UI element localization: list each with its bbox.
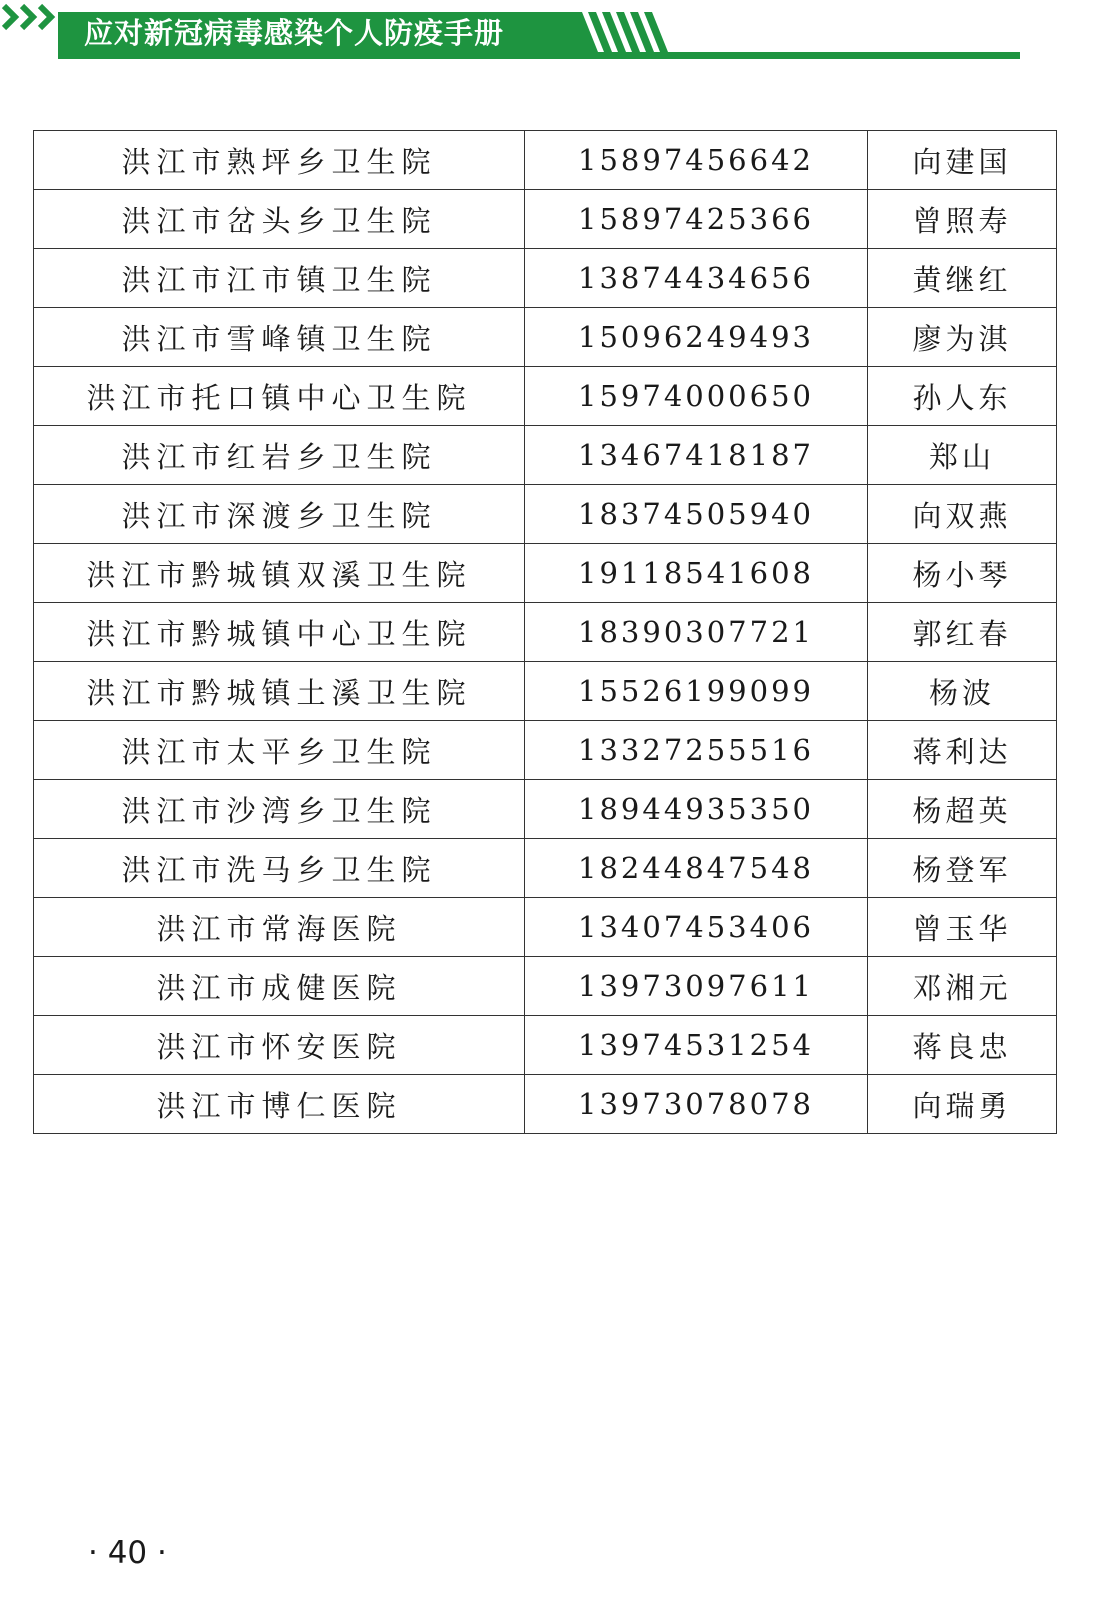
hospital-name-cell: 洪江市熟坪乡卫生院: [34, 131, 525, 190]
contact-person-cell: 向建国: [868, 131, 1057, 190]
contact-person-cell: 廖为淇: [868, 308, 1057, 367]
contact-person-cell: 杨小琴: [868, 544, 1057, 603]
phone-number-cell: 13974531254: [525, 1016, 868, 1075]
table-row: [34, 249, 1057, 308]
page-number: · 40 ·: [88, 1535, 167, 1571]
hospital-name-cell: 洪江市江市镇卫生院: [34, 249, 525, 308]
table-row: [34, 1075, 1057, 1134]
hospital-name-cell: 洪江市怀安医院: [34, 1016, 525, 1075]
contact-person-cell: 邓湘元: [868, 957, 1057, 1016]
table-row: [34, 957, 1057, 1016]
table-row: [34, 898, 1057, 957]
contact-person-cell: 郭红春: [868, 603, 1057, 662]
hospital-name-cell: 洪江市洗马乡卫生院: [34, 839, 525, 898]
hospital-name-cell: 洪江市太平乡卫生院: [34, 721, 525, 780]
hospital-name-cell: 洪江市成健医院: [34, 957, 525, 1016]
hospital-name-cell: 洪江市深渡乡卫生院: [34, 485, 525, 544]
hospital-name-cell: 洪江市雪峰镇卫生院: [34, 308, 525, 367]
phone-number-cell: 13467418187: [525, 426, 868, 485]
hospital-name-cell: 洪江市博仁医院: [34, 1075, 525, 1134]
contact-person-cell: 向双燕: [868, 485, 1057, 544]
hospital-name-cell: 洪江市沙湾乡卫生院: [34, 780, 525, 839]
table-row: [34, 190, 1057, 249]
hospital-name-cell: 洪江市红岩乡卫生院: [34, 426, 525, 485]
hospital-name-cell: 洪江市岔头乡卫生院: [34, 190, 525, 249]
page-header: [0, 0, 1099, 70]
table-row: [34, 544, 1057, 603]
phone-number-cell: 18944935350: [525, 780, 868, 839]
phone-number-cell: 13407453406: [525, 898, 868, 957]
contact-person-cell: 孙人东: [868, 367, 1057, 426]
table-row: [34, 367, 1057, 426]
phone-number-cell: 13874434656: [525, 249, 868, 308]
phone-number-cell: 18374505940: [525, 485, 868, 544]
phone-number-cell: 13973097611: [525, 957, 868, 1016]
page-title: 应对新冠病毒感染个人防疫手册: [84, 16, 505, 50]
contact-person-cell: 曾玉华: [868, 898, 1057, 957]
triple-chevron-right-icon: [0, 0, 64, 34]
hospital-name-cell: 洪江市黔城镇双溪卫生院: [34, 544, 525, 603]
table-row: [34, 308, 1057, 367]
phone-number-cell: 19118541608: [525, 544, 868, 603]
phone-number-cell: 13327255516: [525, 721, 868, 780]
table-row: [34, 721, 1057, 780]
phone-number-cell: 15897456642: [525, 131, 868, 190]
contact-person-cell: 杨登军: [868, 839, 1057, 898]
phone-number-cell: 18390307721: [525, 603, 868, 662]
hospital-name-cell: 洪江市黔城镇土溪卫生院: [34, 662, 525, 721]
table-row: [34, 839, 1057, 898]
contact-person-cell: 蒋良忠: [868, 1016, 1057, 1075]
hospital-contacts-table: [33, 130, 1057, 1134]
phone-number-cell: 13973078078: [525, 1075, 868, 1134]
hospital-name-cell: 洪江市黔城镇中心卫生院: [34, 603, 525, 662]
contact-person-cell: 曾照寿: [868, 190, 1057, 249]
table-row: [34, 485, 1057, 544]
table-row: [34, 603, 1057, 662]
table-row: [34, 662, 1057, 721]
table-row: [34, 780, 1057, 839]
table-row: [34, 131, 1057, 190]
hospital-name-cell: 洪江市常海医院: [34, 898, 525, 957]
contact-person-cell: 杨波: [868, 662, 1057, 721]
phone-number-cell: 15974000650: [525, 367, 868, 426]
table-row: [34, 1016, 1057, 1075]
table-body: [34, 131, 1057, 1134]
contact-person-cell: 郑山: [868, 426, 1057, 485]
contact-person-cell: 向瑞勇: [868, 1075, 1057, 1134]
phone-number-cell: 15096249493: [525, 308, 868, 367]
phone-number-cell: 15526199099: [525, 662, 868, 721]
phone-number-cell: 15897425366: [525, 190, 868, 249]
contact-person-cell: 杨超英: [868, 780, 1057, 839]
table-row: [34, 426, 1057, 485]
contact-person-cell: 蒋利达: [868, 721, 1057, 780]
hospital-name-cell: 洪江市托口镇中心卫生院: [34, 367, 525, 426]
contact-person-cell: 黄继红: [868, 249, 1057, 308]
phone-number-cell: 18244847548: [525, 839, 868, 898]
